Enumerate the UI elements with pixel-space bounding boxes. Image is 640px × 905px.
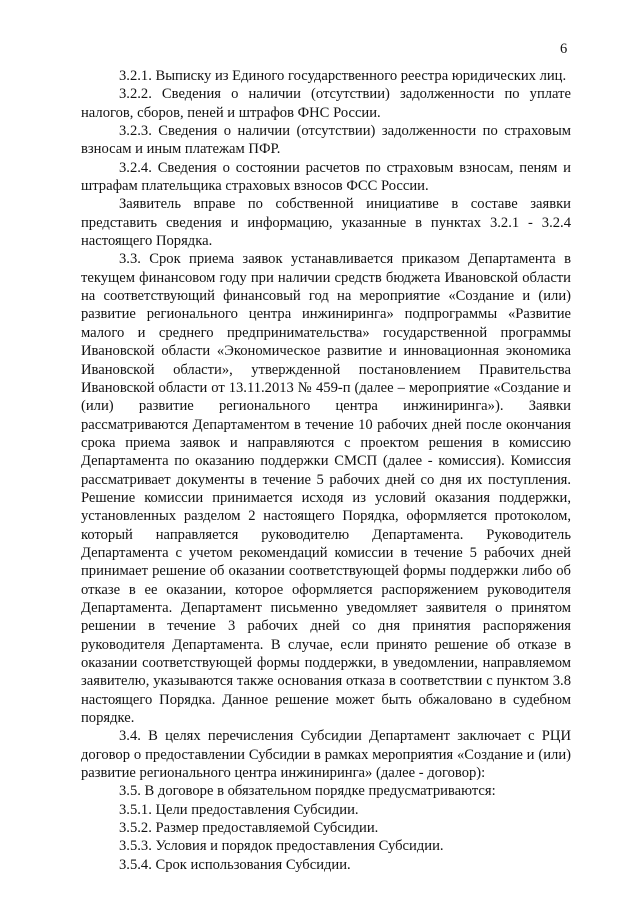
- paragraph-3-4: 3.4. В целях перечисления Субсидии Департамент заключает с РЦИ договор о предоставлении Субсидии в рамках мероприятия «Создание и (или) развитие регионального центра инжиниринга» (далее - договор):: [81, 728, 571, 782]
- paragraph-3-2-4: 3.2.4. Сведения о состоянии расчетов по страховым взносам, пеням и штрафам плательщика страховых взносов ФСС России.: [81, 159, 571, 195]
- paragraph-3-2-2: 3.2.2. Сведения о наличии (отсутствии) задолженности по уплате налогов, сборов, пеней и штрафов ФНС России.: [81, 86, 571, 121]
- page-number: 6: [560, 41, 568, 57]
- paragraph-3-2-3: 3.2.3. Сведения о наличии (отсутствии) задолженности по страховым взносам и иным платежам ПФР.: [81, 123, 571, 158]
- paragraph-3-5-3: 3.5.3. Условия и порядок предоставления Субсидии.: [119, 838, 444, 855]
- document-body: [81, 67, 571, 874]
- paragraph-3-5: 3.5. В договоре в обязательном порядке предусматриваются:: [119, 783, 496, 800]
- paragraph-applicant-right: Заявитель вправе по собственной инициативе в составе заявки представить сведения и информацию, указанные в пунктах 3.2.1 - 3.2.4 настоящего Порядка.: [81, 196, 571, 250]
- paragraph-3-2-1: 3.2.1. Выписку из Единого государственного реестра юридических лиц.: [119, 68, 567, 84]
- paragraph-3-5-4: 3.5.4. Срок использования Субсидии.: [119, 856, 351, 873]
- paragraph-3-3: 3.3. Срок приема заявок устанавливается приказом Департамента в текущем финансовом году при наличии средств бюджета Ивановской области на соответствующий финансовый год на мероприятие «Создание и (или) развитие регионального центра инжиниринга» подпрограммы «Развитие малого и среднего предпринимательства» государственной программы Ивановской области «Экономическое развитие и инновационная экономика Ивановской области», утвержденной постановлением Правительства Ивановской области от 13.11.2013 № 459-п (далее – мероприятие «Создание и (или) развитие регионального центра инжиниринга»). Заявки рассматриваются Департаментом в течение 10 рабочих дней после окончания срока приема заявок и направляются с проектом решения в комиссию Департамента по оказанию поддержки СМСП (далее - комиссия). Комиссия рассматривает документы в течение 5 рабочих дней со дня их поступления. Решение комиссии принимается исходя из условий оказания поддержки, установленных разделом 2 настоящего Порядка, оформляется протоколом, который направляется руководителю Департамента. Руководитель Департамента с учетом рекомендаций комиссии в течение 5 рабочих дней принимает решение об оказании соответствующей формы поддержки либо об отказе в ее оказании, которое оформляется распоряжением руководителя Департамента. Департамент письменно уведомляет заявителя о принятом решении в течение 3 рабочих дней со дня принятия распоряжения руководителя Департамента. В случае, если принято решение об отказе в оказании соответствующей формы поддержки, в уведомлении, направляемом заявителю, указываются также основания отказа в соответствии с пунктом 3.8 настоящего Порядка. Данное решение может быть обжаловано в судебном порядке.: [81, 251, 571, 727]
- paragraph-3-5-1: 3.5.1. Цели предоставления Субсидии.: [119, 801, 359, 818]
- paragraph-3-5-2: 3.5.2. Размер предоставляемой Субсидии.: [119, 820, 379, 837]
